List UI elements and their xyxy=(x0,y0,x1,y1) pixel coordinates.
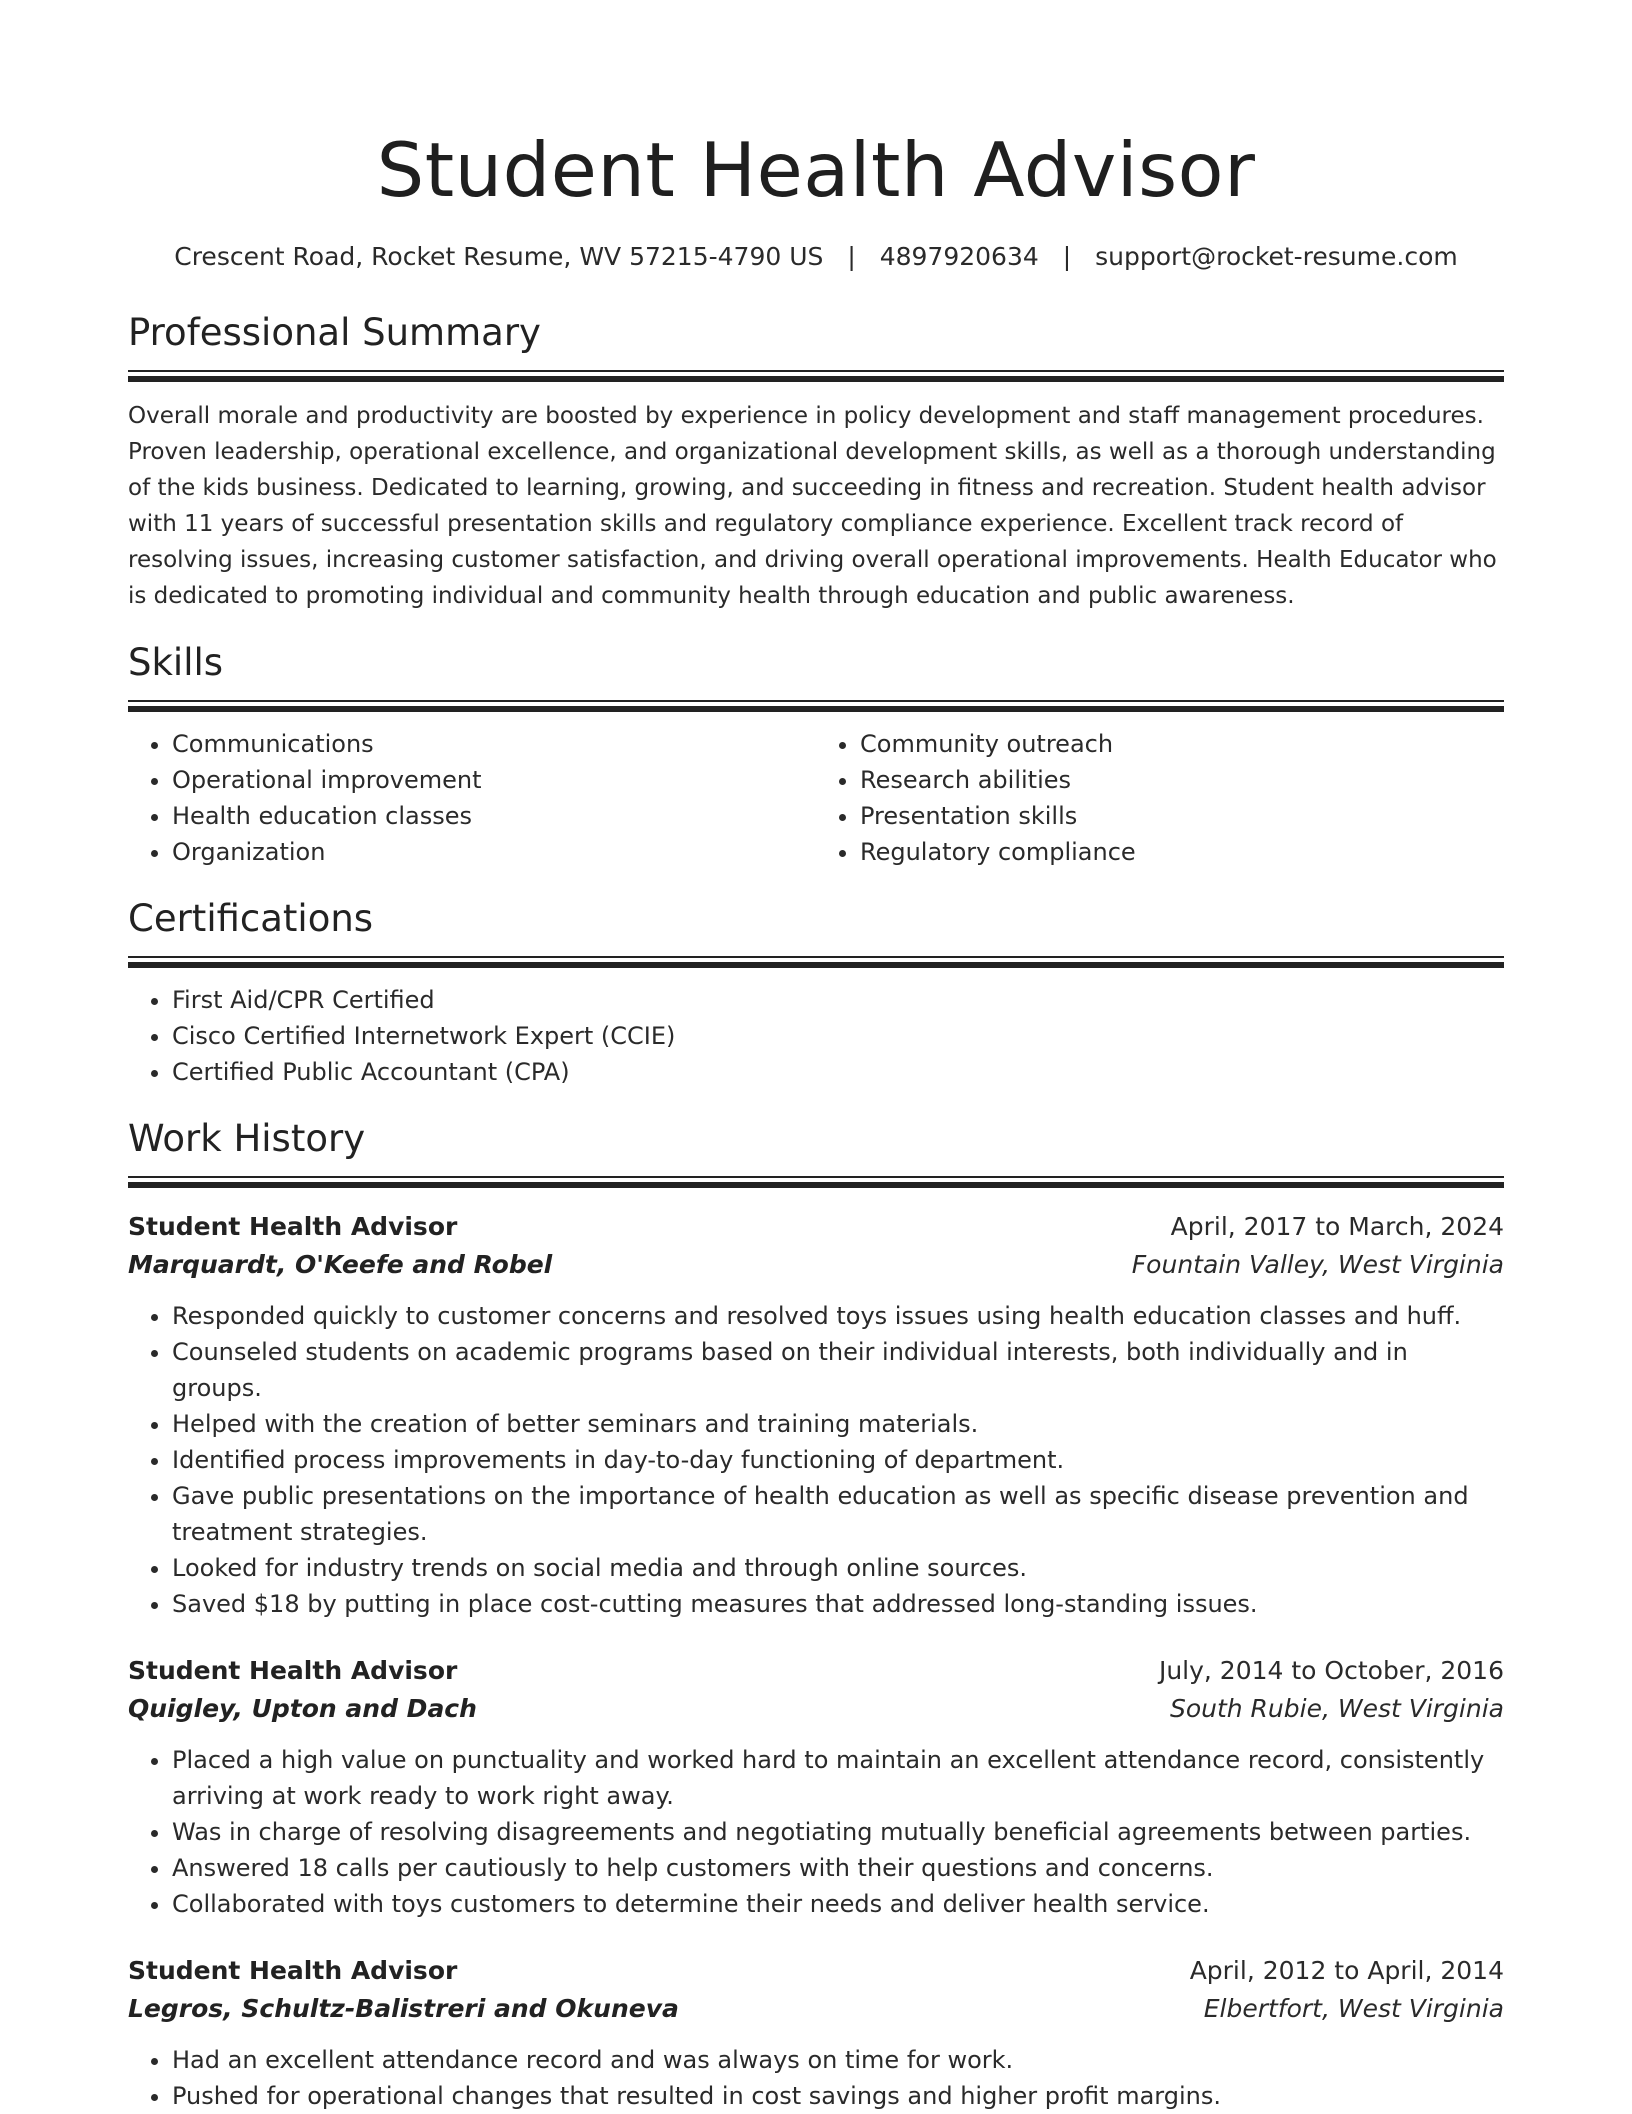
job-header-row xyxy=(128,1652,1504,1690)
job-bullet: • Collaborated with toys customers to determine their needs and deliver health service. xyxy=(172,1886,1504,1922)
contact-separator: | xyxy=(847,242,856,271)
summary-section xyxy=(128,308,1504,614)
work-history-section xyxy=(128,1114,1504,2114)
job-bullet: • Helped with the creation of better seminars and training materials. xyxy=(172,1406,1504,1442)
resume-name: Student Health Advisor xyxy=(376,126,1256,214)
job-location: Fountain Valley, West Virginia xyxy=(1131,1250,1504,1279)
contact-separator: | xyxy=(1062,242,1072,271)
job-bullet: • Responded quickly to customer concerns and resolved toys issues using health education classes and huff. xyxy=(172,1298,1504,1334)
job-location: Elbertfort, West Virginia xyxy=(1203,1994,1504,2023)
skill-item: • Regulatory compliance xyxy=(860,834,1504,870)
section-divider xyxy=(128,1176,1504,1188)
job-bullet: • Gave public presentations on the importance of health education as well as specific disease prevention and treatment strategies. xyxy=(172,1478,1504,1550)
job-bullet: • Placed a high value on punctuality and worked hard to maintain an excellent attendance record, consistently arriving at work ready to work right away. xyxy=(172,1742,1504,1814)
job-company-row xyxy=(128,1246,1504,1284)
job-bullets xyxy=(128,1298,1504,1622)
skills-list-left xyxy=(128,726,816,870)
job-company-row xyxy=(128,1690,1504,1728)
job-dates: April, 2012 to April, 2014 xyxy=(1189,1956,1504,1985)
job-bullet: • Saved $18 by putting in place cost-cutting measures that addressed long-standing issues. xyxy=(172,1586,1504,1622)
job-bullets xyxy=(128,1742,1504,1922)
job-bullet: • Pushed for operational changes that resulted in cost savings and higher profit margins. xyxy=(172,2078,1504,2114)
section-divider xyxy=(128,956,1504,968)
job-bullets xyxy=(128,2042,1504,2114)
skills-grid xyxy=(128,712,1504,870)
section-divider xyxy=(128,370,1504,382)
skill-item: • Communications xyxy=(172,726,816,762)
job-bullet: • Looked for industry trends on social media and through online sources. xyxy=(172,1550,1504,1586)
skill-item: • Operational improvement xyxy=(172,762,816,798)
certification-item: • First Aid/CPR Certified xyxy=(172,982,1504,1018)
skill-item: • Community outreach xyxy=(860,726,1504,762)
skill-item: • Health education classes xyxy=(172,798,816,834)
job-dates: July, 2014 to October, 2016 xyxy=(1158,1656,1504,1685)
job-header-row xyxy=(128,1952,1504,1990)
certification-item: • Certified Public Accountant (CPA) xyxy=(172,1054,1504,1090)
job-header-row xyxy=(128,1208,1504,1246)
contact-line xyxy=(128,240,1504,274)
skills-section xyxy=(128,638,1504,870)
section-title: Professional Summary xyxy=(128,311,541,354)
job-bullet: • Counseled students on academic programs based on their individual interests, both individually and in groups. xyxy=(172,1334,1504,1406)
certifications-section xyxy=(128,894,1504,1090)
certifications-list xyxy=(128,982,1504,1090)
job-title: Student Health Advisor xyxy=(128,1956,458,1985)
job-entry xyxy=(128,1952,1504,2114)
job-title: Student Health Advisor xyxy=(128,1656,458,1685)
section-title: Certifications xyxy=(128,897,374,940)
section-title: Work History xyxy=(128,1117,366,1160)
job-location: South Rubie, West Virginia xyxy=(1169,1694,1504,1723)
job-entry xyxy=(128,1652,1504,1922)
skills-list-right xyxy=(816,726,1504,870)
contact-phone: 4897920634 xyxy=(879,242,1039,271)
job-entry xyxy=(128,1208,1504,1622)
section-divider xyxy=(128,700,1504,712)
job-company: Quigley, Upton and Dach xyxy=(128,1694,477,1723)
summary-text: Overall morale and productivity are boosted by experience in policy development and staff management procedures. Proven leadership, operational excellence, and organizational development skills, as well as a thorough understanding of the kids business. Dedicated to learning, growing, and succeeding in fitness and recreation. Student health advisor with 11 years of successful presentation skills and regulatory compliance experience. Excellent track record of resolving issues, increasing customer satisfaction, and driving overall operational improvements. Health Educator who is dedicated to promoting individual and community health through education and public awareness. xyxy=(128,403,1497,609)
job-bullet: • Answered 18 calls per cautiously to help customers with their questions and concerns. xyxy=(172,1850,1504,1886)
skill-item: • Organization xyxy=(172,834,816,870)
job-dates: April, 2017 to March, 2024 xyxy=(1170,1212,1504,1241)
job-company: Marquardt, O'Keefe and Robel xyxy=(128,1250,553,1279)
contact-address: Crescent Road, Rocket Resume, WV 57215-4790 US xyxy=(174,242,824,271)
job-company-row xyxy=(128,1990,1504,2028)
job-title: Student Health Advisor xyxy=(128,1212,458,1241)
skill-item: • Research abilities xyxy=(860,762,1504,798)
skill-item: • Presentation skills xyxy=(860,798,1504,834)
certification-item: • Cisco Certified Internetwork Expert (CCIE) xyxy=(172,1018,1504,1054)
contact-email: support@rocket-resume.com xyxy=(1095,242,1458,271)
section-title: Skills xyxy=(128,641,224,684)
job-bullet: • Was in charge of resolving disagreements and negotiating mutually beneficial agreements between parties. xyxy=(172,1814,1504,1850)
job-bullet: • Had an excellent attendance record and was always on time for work. xyxy=(172,2042,1504,2078)
job-bullet: • Identified process improvements in day-to-day functioning of department. xyxy=(172,1442,1504,1478)
job-company: Legros, Schultz-Balistreri and Okuneva xyxy=(128,1994,679,2023)
